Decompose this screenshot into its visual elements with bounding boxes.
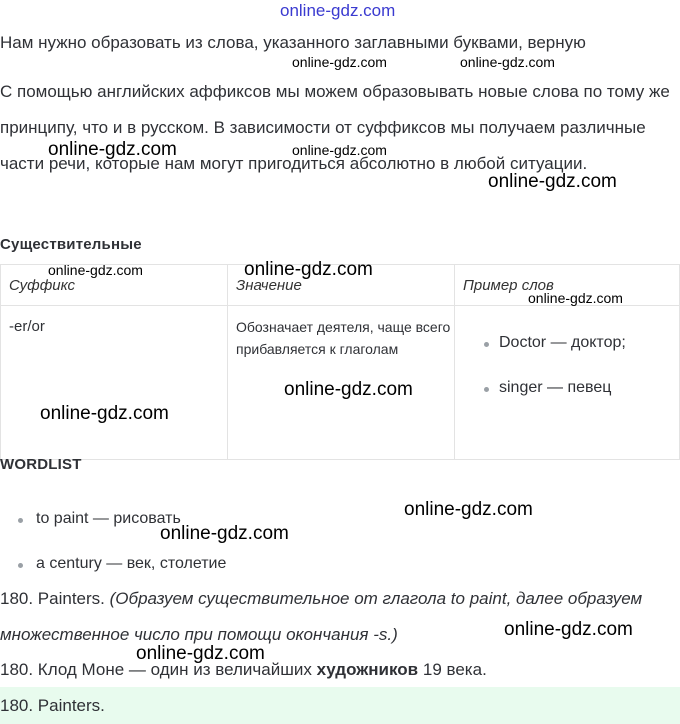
watermark: online-gdz.com bbox=[404, 499, 533, 520]
final-answer: 180. Painters. bbox=[0, 696, 105, 715]
watermark: online-gdz.com bbox=[160, 523, 289, 544]
watermark: online-gdz.com bbox=[504, 619, 633, 640]
table-header: Значение bbox=[228, 265, 455, 306]
answer-note: (Образуем существительное от глагола to paint, далее образуем множественное число при помощи окончания -s.) bbox=[0, 589, 643, 644]
watermark: online-gdz.com bbox=[488, 171, 617, 192]
watermark: online-gdz.com bbox=[460, 54, 555, 70]
watermark: online-gdz.com bbox=[292, 142, 387, 158]
wordlist-heading: WORDLIST bbox=[0, 456, 82, 473]
examples-cell bbox=[455, 306, 680, 460]
examples-list bbox=[455, 306, 679, 424]
suffix-cell: -er/or bbox=[1, 306, 228, 460]
translation-line bbox=[0, 652, 672, 688]
translation-bold: художников bbox=[316, 660, 419, 679]
section-heading-nouns: Существительные bbox=[0, 236, 142, 253]
answer-explanation bbox=[0, 581, 672, 653]
watermark-top: online-gdz.com bbox=[280, 1, 396, 20]
watermark: online-gdz.com bbox=[284, 379, 413, 400]
meaning-cell: Обозначает деятеля, чаще всего прибавляется к глаголам bbox=[228, 306, 455, 460]
watermark: online-gdz.com bbox=[244, 259, 373, 280]
translation-end: 19 века. bbox=[422, 660, 487, 679]
list-item: singer — певец bbox=[455, 379, 679, 424]
watermark: online-gdz.com bbox=[40, 403, 169, 424]
watermark: online-gdz.com bbox=[48, 139, 177, 160]
intro-paragraph: С помощью английских аффиксов мы можем образовывать новые слова по тому же принципу, что и в русском. В зависимости от суффиксов мы получаем различные части речи, которые нам могут пригодиться абсолютно в любой ситуации. bbox=[0, 82, 670, 173]
watermark: online-gdz.com bbox=[136, 643, 265, 664]
watermark: online-gdz.com bbox=[292, 54, 387, 70]
table-header: Суффикс bbox=[1, 265, 228, 306]
translation-text: 180. Клод Моне — один из величайших bbox=[0, 660, 312, 679]
watermark: online-gdz.com bbox=[48, 262, 143, 278]
table-header: Пример слов bbox=[455, 265, 680, 306]
watermark: online-gdz.com bbox=[528, 290, 623, 306]
answer-main: 180. Painters. bbox=[0, 589, 105, 608]
list-item: to paint — рисовать bbox=[0, 510, 226, 555]
list-item: a century — век, столетие bbox=[0, 555, 226, 600]
list-item: Doctor — доктор; bbox=[455, 334, 679, 379]
intro-line: Нам нужно образовать из слова, указанного заглавными буквами, верную bbox=[0, 33, 586, 52]
